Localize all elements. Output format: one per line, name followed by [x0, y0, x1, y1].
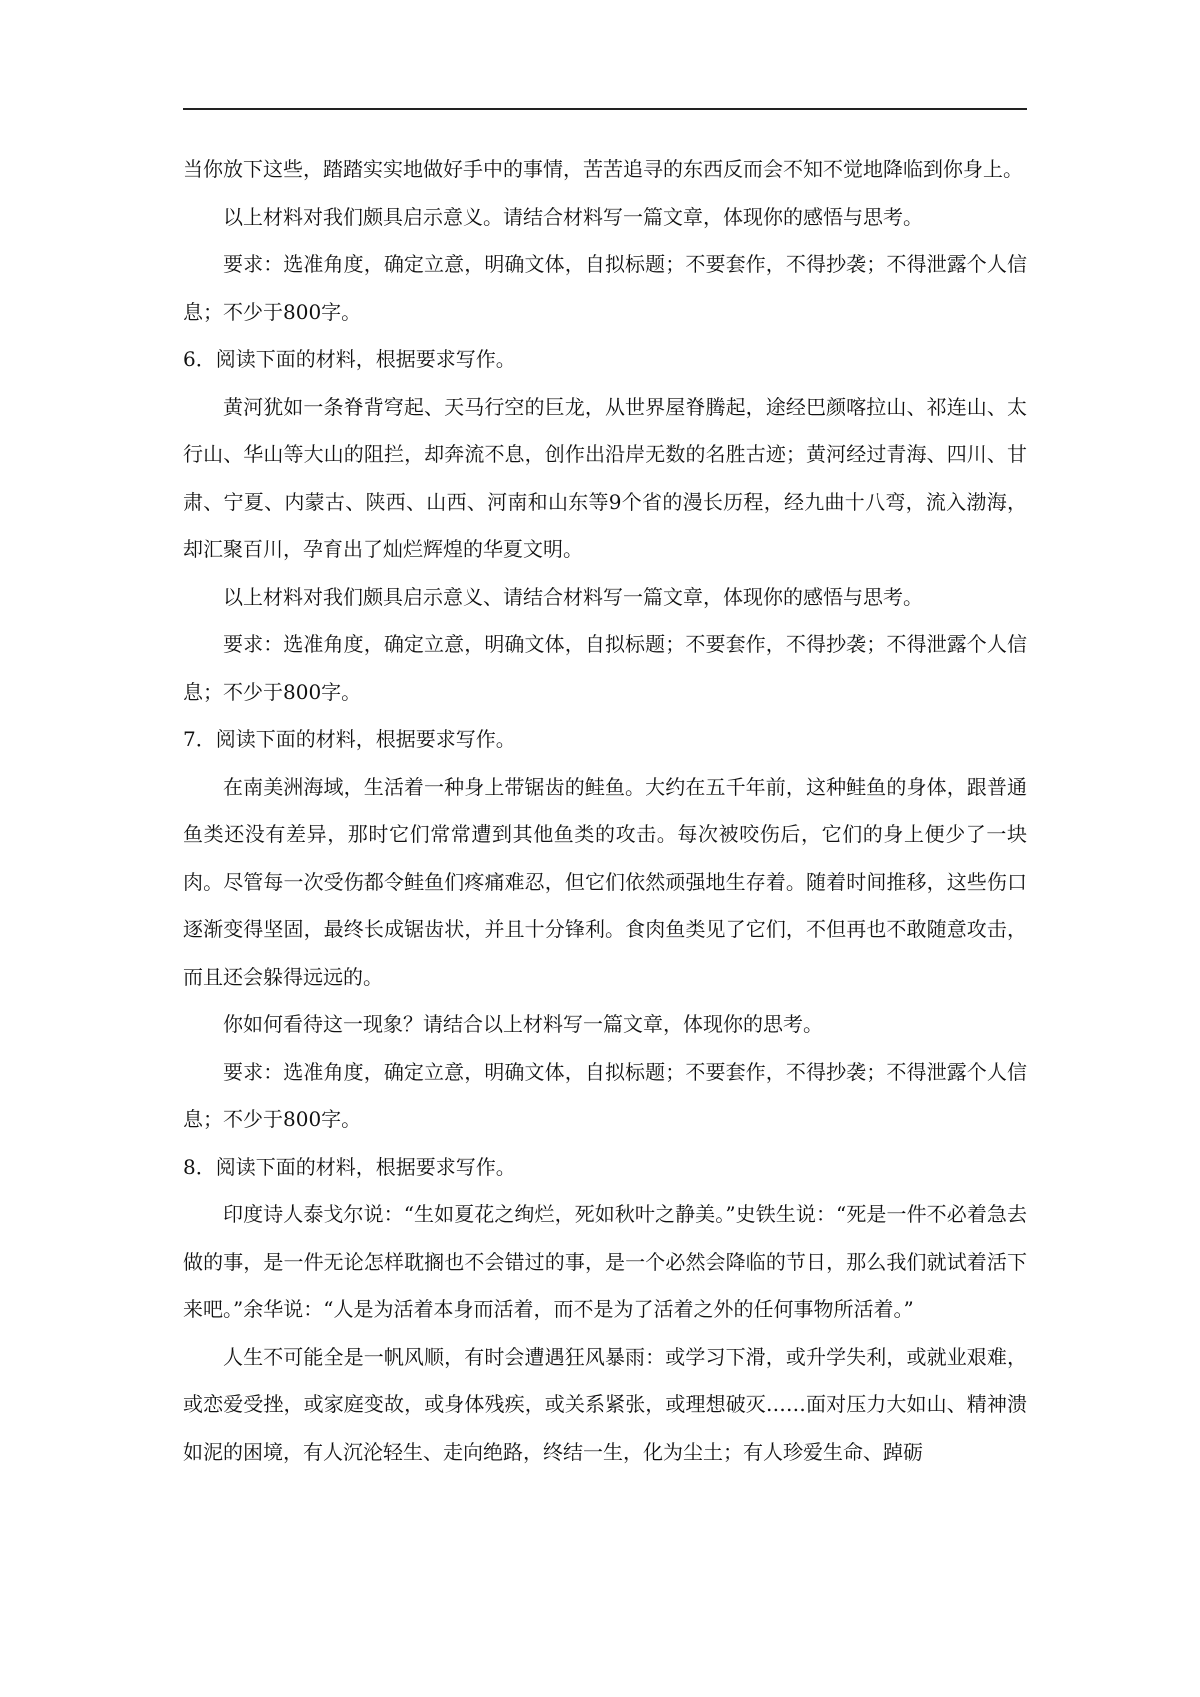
question-8-material: 人生不可能全是一帆风顺，有时会遭遇狂风暴雨：或学习下滑，或升学失利，或就业艰难，或恋爱受挫，或家庭变故，或身体残疾，或关系紧张，或理想破灭……面对压力大如山、精神溃如泥的困境，有人沉沦轻生、走向绝路，终结一生，化为尘土；有人珍爱生命、踔砺: [183, 1344, 1027, 1464]
question-6-instruction: 以上材料对我们颇具启示意义、请结合材料写一篇文章，体现你的感悟与思考。: [223, 584, 923, 609]
question-8-quotes: 印度诗人泰戈尔说：“生如夏花之绚烂，死如秋叶之静美。”史铁生说：“死是一件不必着急去做的事，是一件无论怎样耽搁也不会错过的事，是一个必然会降临的节日，那么我们就试着活下来吧。”余华说：“人是为活着本身而活着，而不是为了活着之外的任何事物所活着。”: [183, 1202, 1027, 1321]
question-6-material: 黄河犹如一条脊背穹起、天马行空的巨龙，从世界屋脊腾起，途经巴颜喀拉山、祁连山、太行山、华山等大山的阻拦，却奔流不息，创作出沿岸无数的名胜古迹；黄河经过青海、四川、甘肃、宁夏、内蒙古、陕西、山西、河南和山东等9个省的漫长历程，经九曲十八弯，流入渤海，却汇聚百川，孕育出了灿烂辉煌的华夏文明。: [183, 394, 1027, 561]
question-7-instruction: 你如何看待这一现象？请结合以上材料写一篇文章，体现你的思考。: [223, 1012, 823, 1036]
document-body: [183, 146, 1027, 1476]
question-7-material: 在南美洲海域，生活着一种身上带锯齿的鲑鱼。大约在五千年前，这种鲑鱼的身体，跟普通鱼类还没有差异，那时它们常常遭到其他鱼类的攻击。每次被咬伤后，它们的身上便少了一块肉。尽管每一次受伤都令鲑鱼们疼痛难忍，但它们依然顽强地生存着。随着时间推移，这些伤口逐渐变得坚固，最终长成锯齿状，并且十分锋利。食肉鱼类见了它们，不但再也不敢随意攻击，而且还会躲得远远的。: [183, 774, 1027, 989]
paragraph-continuation: 当你放下这些，踏踏实实地做好手中的事情，苦苦追寻的东西反而会不知不觉地降临到你身上。: [183, 157, 1023, 181]
question-7-requirements: 要求：选准角度，确定立意，明确文体，自拟标题；不要套作，不得抄袭；不得泄露个人信息；不少于800字。: [183, 1059, 1027, 1131]
question-8-heading: 8．阅读下面的材料，根据要求写作。: [183, 1154, 516, 1179]
question-6-heading: 6．阅读下面的材料，根据要求写作。: [183, 347, 516, 371]
requirements: 要求：选准角度，确定立意，明确文体，自拟标题；不要套作，不得抄袭；不得泄露个人信息；不少于800字。: [183, 252, 1027, 324]
question-6-requirements: 要求：选准角度，确定立意，明确文体，自拟标题；不要套作，不得抄袭；不得泄露个人信息；不少于800字。: [183, 632, 1027, 704]
prompt-instruction: 以上材料对我们颇具启示意义。请结合材料写一篇文章，体现你的感悟与思考。: [223, 204, 923, 229]
question-7-heading: 7．阅读下面的材料，根据要求写作。: [183, 727, 516, 751]
header-rule: [183, 108, 1027, 110]
